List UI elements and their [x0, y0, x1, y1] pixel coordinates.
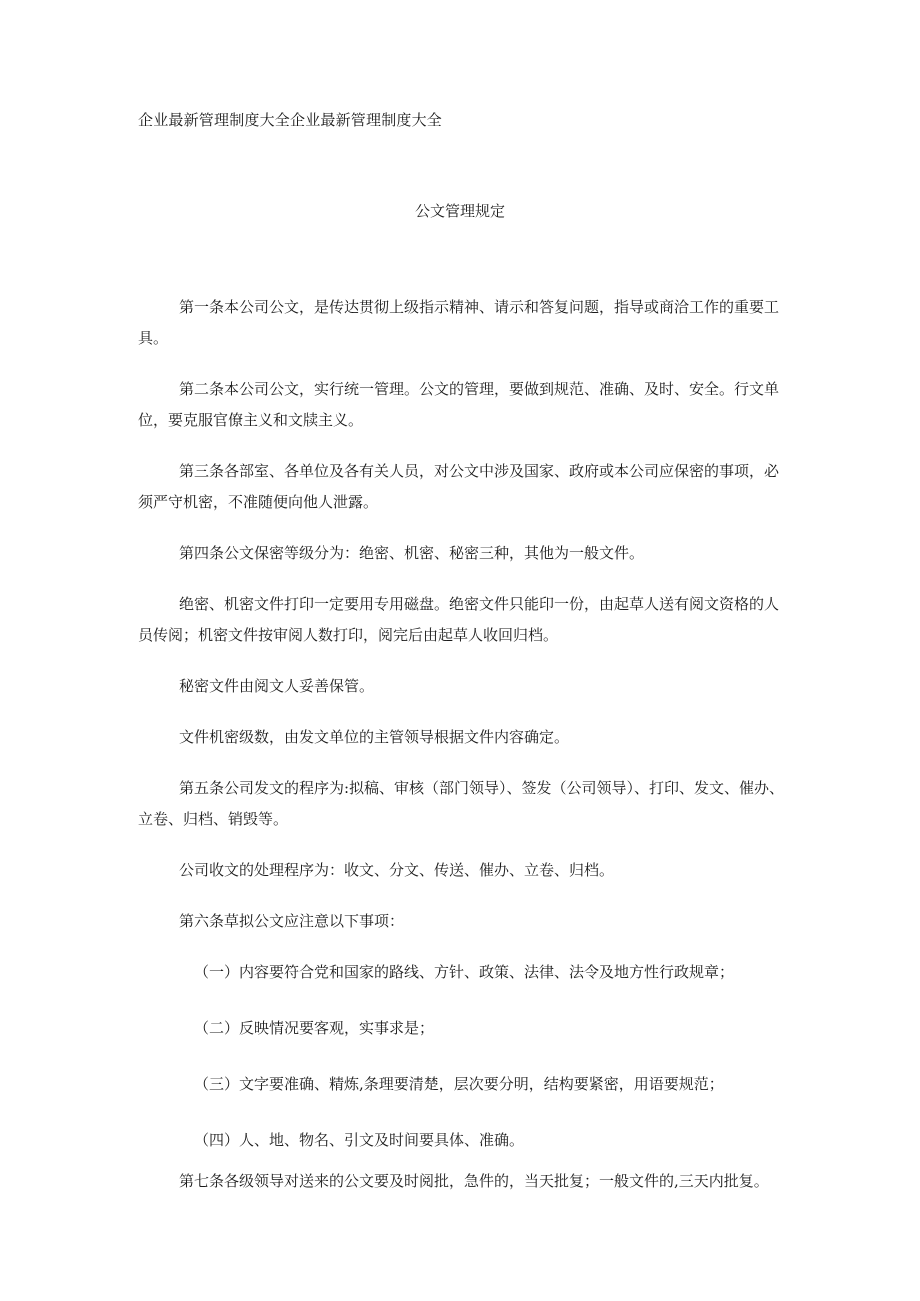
article-7: 第七条各级领导对送来的公文要及时阅批，急件的，当天批复；一般文件的,三天内批复。 [179, 1172, 769, 1190]
article-5-detail: 公司收文的处理程序为：收文、分文、传送、催办、立卷、归档。 [179, 861, 615, 879]
article-2: 第二条本公司公文，实行统一管理。公文的管理，要做到规范、准确、及时、安全。行文单位，要克服官僚主义和文牍主义。 [138, 380, 780, 429]
article-4: 第四条公文保密等级分为：绝密、机密、秘密三种，其他为一般文件。 [179, 544, 645, 562]
document-body [138, 292, 790, 1197]
article-4-detail-3: 文件机密级数，由发文单位的主管领导根据文件内容确定。 [179, 728, 570, 746]
article-6-item-3: （三）文字要准确、精炼,条理要清楚，层次要分明，结构要紧密，用语要规范； [194, 1075, 724, 1093]
document-title: 公文管理规定 [414, 202, 505, 220]
article-4-detail-1: 绝密、机密文件打印一定要用专用磁盘。绝密文件只能印一份，由起草人送有阅文资格的人员传阅；机密文件按审阅人数打印，阅完后由起草人收回归档。 [138, 595, 780, 644]
article-6-item-2: （二）反映情况要客观，实事求是； [194, 1019, 435, 1037]
document-header: 企业最新管理制度大全企业最新管理制度大全 [138, 111, 443, 129]
article-5: 第五条公司发文的程序为:拟稿、审核（部门领导）、签发（公司领导）、打印、发文、催办、立卷、归档、销毁等。 [138, 779, 785, 828]
article-6: 第六条草拟公文应注意以下事项： [179, 912, 405, 930]
article-3: 第三条各部室、各单位及各有关人员，对公文中涉及国家、政府或本公司应保密的事项，必须严守机密，不准随便向他人泄露。 [138, 462, 780, 511]
article-6-item-4: （四）人、地、物名、引文及时间要具体、准确。 [194, 1131, 525, 1149]
article-1: 第一条本公司公文，是传达贯彻上级指示精神、请示和答复问题，指导或商洽工作的重要工具。 [138, 298, 780, 347]
article-6-item-1: （一）内容要符合党和国家的路线、方针、政策、法律、法令及地方性行政规章； [194, 963, 735, 981]
article-4-detail-2: 秘密文件由阅文人妥善保管。 [179, 677, 375, 695]
